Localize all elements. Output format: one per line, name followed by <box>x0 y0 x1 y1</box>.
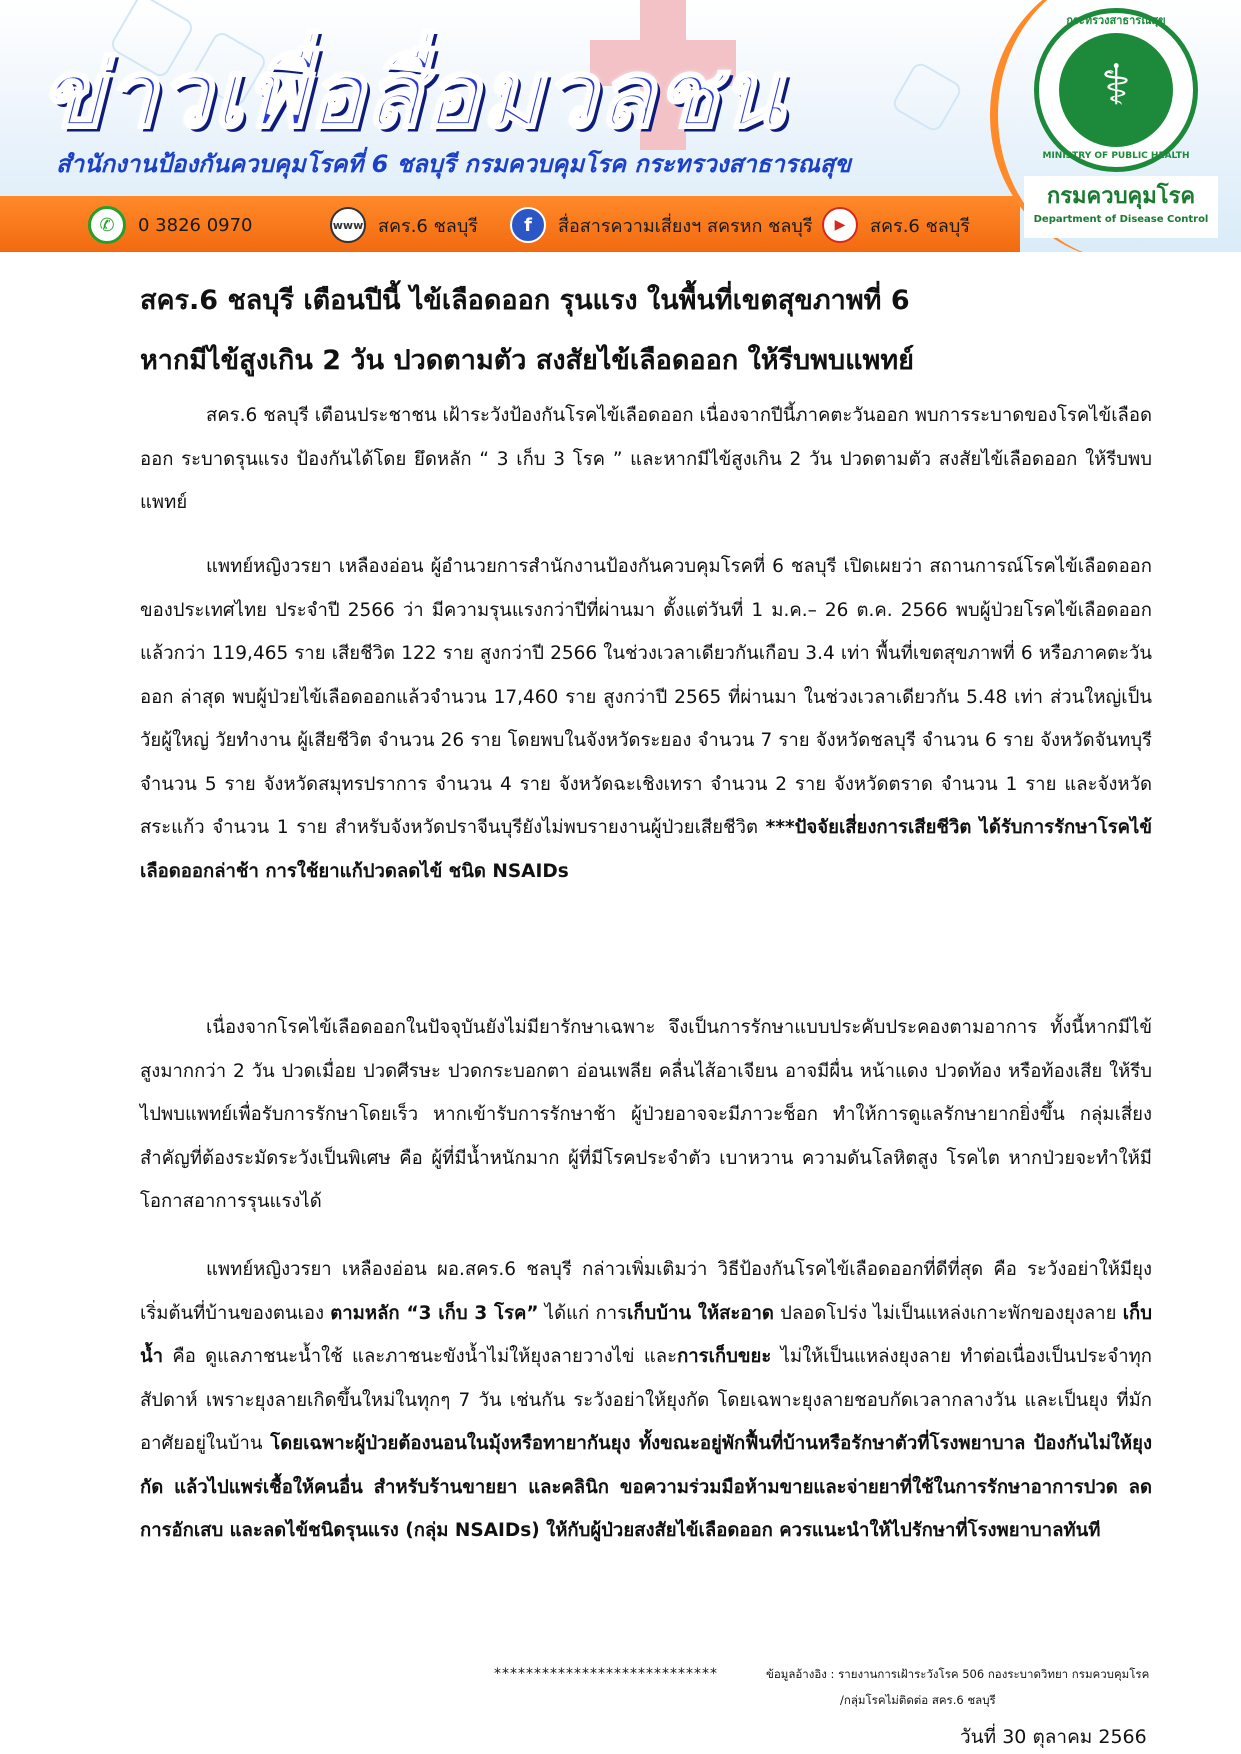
paragraph-1 <box>140 394 1152 525</box>
paragraph-4-principle: ตามหลัก “3 เก็บ 3 โรค” <box>330 1302 539 1324</box>
header-banner <box>0 0 1241 252</box>
paragraph-3 <box>140 1006 1152 1224</box>
paragraph-4-text: ปลอดโปร่ง ไม่เป็นแหล่งเกาะพักของยุงลาย <box>773 1302 1123 1324</box>
publish-date: วันที่ 30 ตุลาคม 2566 <box>960 1726 1147 1748</box>
paragraph-3-text: เนื่องจากโรคไข้เลือดออกในปัจจุบันยังไม่มียารักษาเฉพาะ จึงเป็นการรักษาแบบประคับประคองตามอาการ ทั้งนี้หากมีไข้สูงมากกว่า 2 วัน ปวดเมื่อย ปวดศีรษะ ปวดกระบอกตา อ่อนเพลีย คลื่นไส้อาเจียน อาจมีผื่น หน้าแดง ปวดท้อง หรือท้องเสีย ให้รีบไปพบแพทย์เพื่อรับการรักษาโดยเร็ว หากเข้ารับการรักษาช้า ผู้ป่วยอาจจะมีภาวะช็อก ทำให้การดูแลรักษายากยิ่งขึ้น กลุ่มเสี่ยงสำคัญที่ต้องระมัดระวังเป็นพิเศษ คือ ผู้ที่มีน้ำหนักมาก ผู้ที่มีโรคประจำตัว เบาหวาน ความดันโลหิตสูง โรคไต หากป่วยจะทำให้มีโอกาสอาการรุนแรงได้ <box>140 1017 1152 1212</box>
contact-phone[interactable] <box>88 208 253 242</box>
department-name-en: Department of Disease Control <box>1033 214 1209 225</box>
paragraph-4-text: ไม่ให้เป็นแหล่งยุงลาย ทำต่อเนื่องเป็นประจำทุกสัปดาห์ เพราะยุงลายเกิดขึ้นใหม่ในทุกๆ 7 วัน เช่นกัน ระวังอย่าให้ยุงกัด โดยเฉพาะยุงลายชอบกัดเวลากลางวัน และเป็นยุง ที่มักอาศัยอยู่ในบ้าน <box>140 1346 1152 1454</box>
contact-youtube[interactable] <box>822 208 970 242</box>
headline-line-2: หากมีไข้สูงเกิน 2 วัน ปวดตามตัว สงสัยไข้เลือดออก ให้รีบพบแพทย์ <box>140 345 914 376</box>
paragraph-4-keep-trash: การเก็บขยะ <box>677 1346 772 1367</box>
reference-line-1: ข้อมูลอ้างอิง : รายงานการเฝ้าระวังโรค 506 กองระบาดวิทยา กรมควบคุมโรค <box>766 1667 1150 1681</box>
seal-text-bottom: MINISTRY OF PUBLIC HEALTH <box>1042 151 1190 161</box>
paragraph-4-keep-water: เก็บน้ำ <box>140 1302 1153 1367</box>
decor-hexagon <box>890 60 964 134</box>
phone-icon: ✆ <box>88 206 126 244</box>
paragraph-4-text: แพทย์หญิงวรยา เหลืองอ่อน ผอ.สคร.6 ชลบุรี กล่าวเพิ่มเติมว่า วิธีป้องกันโรคไข้เลือดออกที่ดีที่สุด คือ ระวังอย่าให้มียุง เริ่มต้นที่บ้านของตนเอง <box>140 1259 1152 1324</box>
contact-facebook-text: สื่อสารความเสี่ยงฯ สครหก ชลบุรี <box>558 215 813 237</box>
reference-line-2: /กลุ่มโรคไม่ติดต่อ สคร.6 ชลบุรี <box>840 1693 996 1707</box>
seal-emblem <box>1059 33 1173 147</box>
paragraph-4 <box>140 1248 1152 1553</box>
paragraph-4-text: คือ ดูแลภาชนะน้ำใช้ และภาชนะขังน้ำไม่ให้ยุงลายวางไข่ และ <box>163 1346 678 1367</box>
contact-phone-text: 0 3826 0970 <box>138 214 253 236</box>
paragraph-2-risk-factors: ***ปัจจัยเสี่ยงการเสียชีวิต ได้รับการรักษาโรคไข้เลือดออกล่าช้า การใช้ยาแก้ปวดลดไข้ ชนิด NSAIDs <box>140 817 1152 882</box>
paragraph-1-text: สคร.6 ชลบุรี เตือนประชาชน เฝ้าระวังป้องกันโรคไข้เลือดออก เนื่องจากปีนี้ภาคตะวันออก พบการระบาดของโรคไข้เลือดออก ระบาดรุนแรง ป้องกันได้โดย ยึดหลัก “ 3 เก็บ 3 โรค ” และหากมีไข้สูงเกิน 2 วัน ปวดตามตัว สงสัยไข้เลือดออก ให้รีบพบแพทย์ <box>140 405 1152 513</box>
department-logo <box>1024 176 1218 238</box>
paragraph-2-text: แพทย์หญิงวรยา เหลืองอ่อน ผู้อำนวยการสำนักงานป้องกันควบคุมโรคที่ 6 ชลบุรี เปิดเผยว่า สถานการณ์โรคไข้เลือดออกของประเทศไทย ประจำปี 2566 ว่า มีความรุนแรงกว่าปีที่ผ่านมา ตั้งแต่วันที่ 1 ม.ค.– 26 ต.ค. 2566 พบผู้ป่วยโรคไข้เลือดออกแล้วกว่า 119,465 ราย เสียชีวิต 122 ราย สูงกว่าปี 2566 ในช่วงเวลาเดียวกันเกือบ 3.4 เท่า พื้นที่เขตสุขภาพที่ 6 หรือภาคตะวันออก ล่าสุด พบผู้ป่วยไข้เลือดออกแล้วจำนวน 17,460 ราย สูงกว่าปี 2565 ที่ผ่านมา ในช่วงเวลาเดียวกัน 5.48 เท่า ส่วนใหญ่เป็นวัยผู้ใหญ่ วัยทำงาน ผู้เสียชีวิต จำนวน 26 ราย โดยพบในจังหวัดระยอง จำนวน 7 ราย จังหวัดชลบุรี จำนวน 6 ราย จังหวัดจันทบุรี จำนวน 5 ราย จังหวัดสมุทรปราการ จำนวน 4 ราย จังหวัดฉะเชิงเทรา จำนวน 2 ราย จังหวัดตราด จำนวน 1 ราย และจังหวัดสระแก้ว จำนวน 1 ราย สำหรับจังหวัดปราจีนบุรียังไม่พบรายงานผู้ป่วยเสียชีวิต <box>140 556 1152 838</box>
masthead-title: ข่าวเพื่อสื่อมวลชน <box>40 41 785 148</box>
globe-icon: www <box>330 207 366 243</box>
paragraph-4-keep-house: เก็บบ้าน ให้สะอาด <box>627 1302 774 1324</box>
youtube-icon: ▶ <box>822 207 858 243</box>
paragraph-2 <box>140 545 1152 893</box>
contact-website[interactable] <box>330 208 478 242</box>
paragraph-4-patient-advice: โดยเฉพาะผู้ป่วยต้องนอนในมุ้งหรือทายากันยุง ทั้งขณะอยู่พักฟื้นที่บ้านหรือรักษาตัวที่โรงพยาบาล ป้องกันไม่ให้ยุงกัด แล้วไปแพร่เชื้อให้คนอื่น สำหรับร้านขายยา และคลินิก ขอความร่วมมือห้ามขายและจ่ายยาที่ใช้ในการรักษาอาการปวด ลดการอักเสบ และลดไข้ชนิดรุนแรง (กลุ่ม NSAIDs) ให้กับผู้ป่วยสงสัยไข้เลือดออก ควรแนะนำให้ไปรักษาที่โรงพยาบาลทันที <box>140 1433 1152 1541</box>
paragraph-4-text: ได้แก่ การ <box>538 1302 628 1324</box>
caduceus-icon: ⚕ <box>1100 53 1132 118</box>
ministry-seal <box>1034 8 1198 172</box>
contact-website-text: สคร.6 ชลบุรี <box>378 215 478 237</box>
masthead-subtitle: สำนักงานป้องกันควบคุมโรคที่ 6 ชลบุรี กรมควบคุมโรค กระทรวงสาธารณสุข <box>56 150 851 178</box>
facebook-icon: f <box>510 207 546 243</box>
contact-facebook[interactable] <box>510 208 813 242</box>
headline-line-1: สคร.6 ชลบุรี เตือนปีนี้ ไข้เลือดออก รุนแรง ในพื้นที่เขตสุขภาพที่ 6 <box>140 285 910 316</box>
department-name-th: กรมควบคุมโรค <box>1046 184 1196 209</box>
contact-youtube-text: สคร.6 ชลบุรี <box>870 215 970 237</box>
seal-text-top: กระทรวงสาธารณสุข <box>1066 14 1166 27</box>
separator-stars: **************************** <box>494 1666 718 1682</box>
